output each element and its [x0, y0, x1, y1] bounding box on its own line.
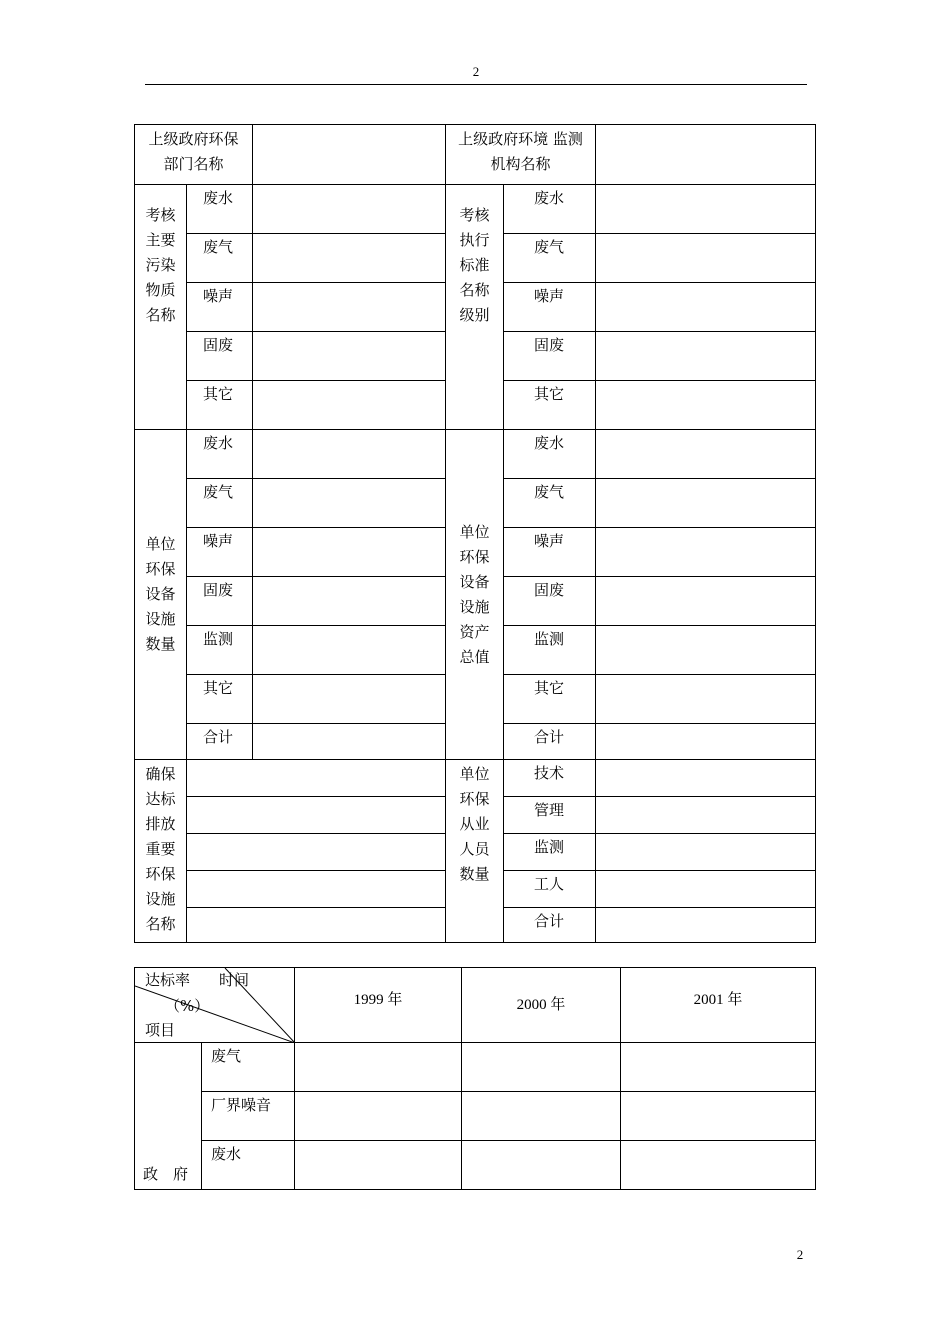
- row-label-noise: 厂界噪音: [202, 1092, 295, 1141]
- s1-right-item-2: 噪声: [504, 283, 596, 332]
- s2-right-input-3[interactable]: [596, 577, 816, 626]
- s2-right-input-4[interactable]: [596, 626, 816, 675]
- s2-left-item-5: 其它: [187, 675, 253, 724]
- s1-right-input-1[interactable]: [596, 234, 816, 283]
- s2-right-input-5[interactable]: [596, 675, 816, 724]
- s2-left-input-4[interactable]: [253, 626, 446, 675]
- cell-exhaust-1999[interactable]: [295, 1043, 462, 1092]
- cell-noise-2001[interactable]: [621, 1092, 816, 1141]
- s1-right-item-3: 固废: [504, 332, 596, 381]
- s3-right-input-4[interactable]: [596, 908, 816, 943]
- s1-right-item-4: 其它: [504, 381, 596, 430]
- s3-right-item-4: 合计: [504, 908, 596, 943]
- cell-exhaust-2001[interactable]: [621, 1043, 816, 1092]
- s2-right-item-0: 废水: [504, 430, 596, 479]
- s2-right-item-6: 合计: [504, 724, 596, 760]
- corner-unit-label: （%）: [165, 997, 210, 1015]
- s3-right-item-3: 工人: [504, 871, 596, 908]
- label-assessed-pollutants: 考核主要污染物质名称: [135, 185, 187, 430]
- corner-rate-label: 达标率: [145, 971, 191, 989]
- s1-right-item-0: 废水: [504, 185, 596, 234]
- cell-wastewater-2000[interactable]: [462, 1141, 621, 1190]
- s2-left-input-3[interactable]: [253, 577, 446, 626]
- label-staff-count: 单位环保从业人员数量: [446, 760, 504, 943]
- s2-left-input-2[interactable]: [253, 528, 446, 577]
- cell-wastewater-2001[interactable]: [621, 1141, 816, 1190]
- s3-right-input-0[interactable]: [596, 760, 816, 797]
- s1-left-input-2[interactable]: [253, 283, 446, 332]
- label-government: 政 府: [135, 1043, 202, 1190]
- s1-right-input-4[interactable]: [596, 381, 816, 430]
- s1-left-input-1[interactable]: [253, 234, 446, 283]
- s2-left-input-0[interactable]: [253, 430, 446, 479]
- cell-noise-1999[interactable]: [295, 1092, 462, 1141]
- s1-left-input-0[interactable]: [253, 185, 446, 234]
- corner-time-label: 时间: [219, 971, 250, 989]
- s1-left-item-3: 固废: [187, 332, 253, 381]
- s3-right-input-3[interactable]: [596, 871, 816, 908]
- s3-left-input-1[interactable]: [187, 797, 446, 834]
- page-header: [145, 64, 807, 85]
- cell-noise-2000[interactable]: [462, 1092, 621, 1141]
- s2-right-input-1[interactable]: [596, 479, 816, 528]
- s2-left-item-4: 监测: [187, 626, 253, 675]
- s1-left-item-4: 其它: [187, 381, 253, 430]
- label-equipment-count: 单位环保设备设施数量: [135, 430, 187, 760]
- s3-left-input-0[interactable]: [187, 760, 446, 797]
- s3-right-item-1: 管理: [504, 797, 596, 834]
- s3-right-input-2[interactable]: [596, 834, 816, 871]
- s3-left-input-4[interactable]: [187, 908, 446, 943]
- s1-left-item-1: 废气: [187, 234, 253, 283]
- s2-right-item-3: 固废: [504, 577, 596, 626]
- s1-right-item-1: 废气: [504, 234, 596, 283]
- compliance-rate-table: [134, 967, 816, 1190]
- input-gov-monitor[interactable]: [596, 125, 816, 185]
- s1-right-input-2[interactable]: [596, 283, 816, 332]
- year-header-2000: 2000 年: [462, 968, 621, 1043]
- label-gov-env-dept: 上级政府环保部门名称: [135, 125, 253, 185]
- s1-left-item-2: 噪声: [187, 283, 253, 332]
- s2-left-input-6[interactable]: [253, 724, 446, 760]
- s1-right-input-3[interactable]: [596, 332, 816, 381]
- s2-left-item-0: 废水: [187, 430, 253, 479]
- corner-item-label: 项目: [145, 1021, 176, 1039]
- row-label-exhaust: 废气: [202, 1043, 295, 1092]
- s2-left-item-3: 固废: [187, 577, 253, 626]
- s2-right-input-2[interactable]: [596, 528, 816, 577]
- header-page-number: 2: [472, 64, 480, 79]
- input-gov-env-dept[interactable]: [253, 125, 446, 185]
- label-gov-monitor: 上级政府环境 监测机构名称: [446, 125, 596, 185]
- s3-right-item-0: 技术: [504, 760, 596, 797]
- year-header-1999: 1999 年: [295, 968, 462, 1043]
- environmental-info-table: [134, 124, 816, 943]
- label-equipment-assets: 单位环保设备设施资产总值: [446, 430, 504, 760]
- label-key-facilities: 确保达标排放重要环保设施名称: [135, 760, 187, 943]
- diagonal-header-cell: [135, 968, 295, 1043]
- s2-left-input-1[interactable]: [253, 479, 446, 528]
- s2-left-input-5[interactable]: [253, 675, 446, 724]
- s2-left-item-2: 噪声: [187, 528, 253, 577]
- year-header-2001: 2001 年: [621, 968, 816, 1043]
- s2-right-item-2: 噪声: [504, 528, 596, 577]
- s2-left-item-1: 废气: [187, 479, 253, 528]
- cell-exhaust-2000[interactable]: [462, 1043, 621, 1092]
- cell-wastewater-1999[interactable]: [295, 1141, 462, 1190]
- label-assessment-standard: 考核执行标准名称级别: [446, 185, 504, 430]
- s3-right-item-2: 监测: [504, 834, 596, 871]
- s1-left-item-0: 废水: [187, 185, 253, 234]
- s2-right-input-0[interactable]: [596, 430, 816, 479]
- s2-right-item-4: 监测: [504, 626, 596, 675]
- s3-left-input-2[interactable]: [187, 834, 446, 871]
- s1-right-input-0[interactable]: [596, 185, 816, 234]
- s3-right-input-1[interactable]: [596, 797, 816, 834]
- s2-right-item-1: 废气: [504, 479, 596, 528]
- s3-left-input-3[interactable]: [187, 871, 446, 908]
- s2-right-input-6[interactable]: [596, 724, 816, 760]
- footer-page-number: 2: [796, 1247, 804, 1262]
- s1-left-input-4[interactable]: [253, 381, 446, 430]
- s1-left-input-3[interactable]: [253, 332, 446, 381]
- s2-right-item-5: 其它: [504, 675, 596, 724]
- s2-left-item-6: 合计: [187, 724, 253, 760]
- row-label-wastewater: 废水: [202, 1141, 295, 1190]
